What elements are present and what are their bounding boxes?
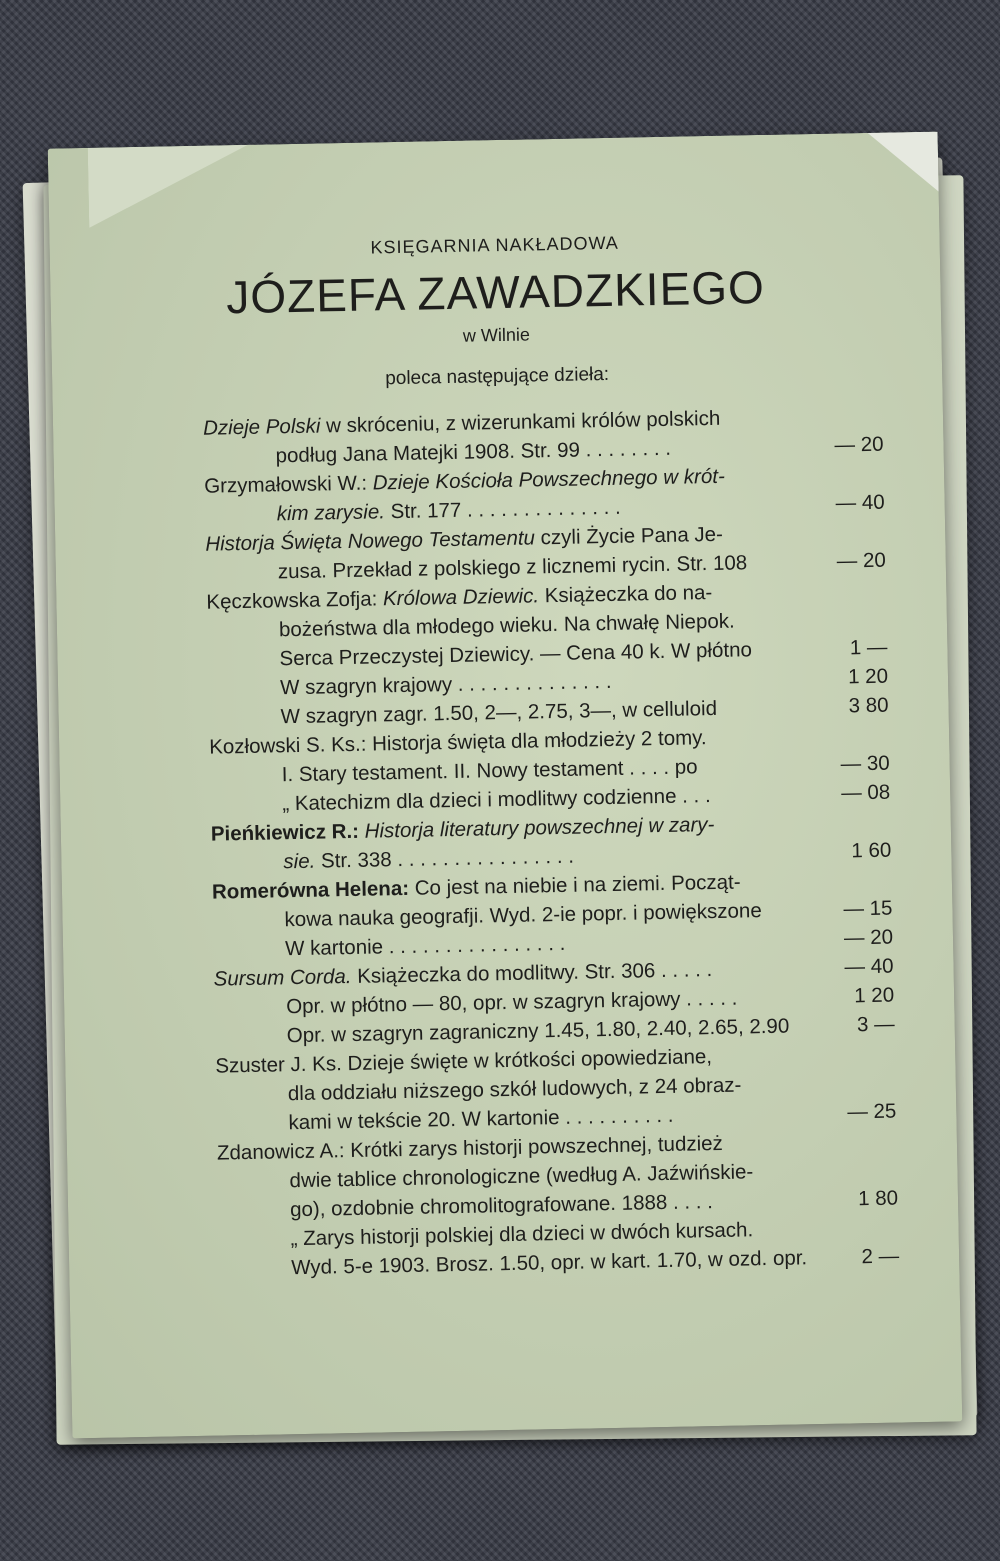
- catalog-text-segment: Sursum Corda.: [213, 964, 352, 991]
- catalog-text-segment: czyli Życie Pana Je-: [534, 522, 724, 550]
- catalog-price: 1 60: [851, 838, 892, 863]
- catalog-text-segment: W kartonie . . . . . . . . . . . . . . . .: [284, 931, 566, 961]
- catalog-text-segment: Dzieje Kościoła Powszechnego w krót-: [372, 464, 725, 495]
- catalog-text-segment: bożeństwa dla młodego wieku. Na chwałę Niepok.: [278, 609, 735, 642]
- catalog-text-segment: Grzymałowski W.:: [203, 471, 373, 498]
- catalog-text-segment: Romerówna Helena:: [211, 876, 410, 904]
- publisher-heading: KSIĘGARNIA NAKŁADOWA: [370, 232, 620, 258]
- catalog-text-segment: I. Stary testament. II. Nowy testament . . . . po: [281, 755, 698, 787]
- catalog-text-segment: Wyd. 5-e 1903. Brosz. 1.50, opr. w kart. 1.70, w ozd. opr.: [291, 1246, 808, 1280]
- catalog-text-segment: „ Zarys historji polskiej dla dzieci w dwóch kursach.: [290, 1218, 754, 1251]
- catalog-text-segment: w skróceniu, z wizerunkami królów polskich: [320, 406, 721, 438]
- catalog-text-segment: Książeczka do modlitwy. Str. 306 . . . . .: [351, 958, 713, 988]
- catalog-price: 1 20: [853, 983, 895, 1008]
- catalog-text-segment: kim zarysie.: [276, 500, 386, 526]
- catalog-price: — 20: [843, 925, 894, 950]
- catalog-page: [48, 132, 963, 1439]
- catalog-text-segment: dla oddziału niższego szkół ludowych, z 24 obraz-: [287, 1073, 742, 1106]
- catalog-text-segment: Serca Przeczystej Dziewicy. — Cena 40 k. W płótno: [279, 638, 753, 671]
- publisher-name: JÓZEFA ZAWADZKIEGO: [225, 260, 766, 324]
- catalog-price: — 20: [836, 548, 886, 573]
- catalog-price: — 40: [844, 954, 894, 979]
- intro-line: poleca następujące dzieła:: [385, 363, 610, 390]
- catalog-text-segment: sie.: [283, 849, 316, 874]
- catalog-text-segment: podług Jana Matejki 1908. Str. 99 . . . . . . . .: [275, 436, 672, 468]
- catalog-text-segment: kowa nauka geografji. Wyd. 2-ie popr. i powiększone: [284, 899, 762, 932]
- catalog-text-segment: Dzieje Polski: [202, 414, 321, 440]
- page-content: [48, 132, 963, 1439]
- catalog-text-segment: Szuster J. Ks. Dzieje święte w krótkości opowiedziane,: [215, 1045, 713, 1078]
- catalog-text-segment: Opr. w szagryn zagraniczny 1.45, 1.80, 2.40, 2.65, 2.90: [286, 1014, 790, 1048]
- catalog-text-segment: Historja literatury powszechnej w zary-: [364, 812, 715, 843]
- catalog-text-segment: W szagryn krajowy . . . . . . . . . . . . . .: [279, 669, 612, 700]
- catalog-text-segment: go), ozdobnie chromolitografowane. 1888 . . . .: [289, 1190, 714, 1222]
- catalog-price: — 25: [847, 1099, 897, 1124]
- catalog-price: 1 20: [847, 664, 889, 689]
- catalog-price: — 30: [840, 751, 890, 776]
- catalog-text-segment: Królowa Dziewic.: [382, 584, 540, 611]
- catalog-text-segment: Kęczkowska Zofja:: [206, 587, 384, 614]
- catalog-text-segment: W szagryn zagr. 1.50, 2—, 2.75, 3—, w celluloid: [280, 696, 718, 729]
- catalog-price: — 08: [840, 780, 891, 805]
- catalog-price: 3 80: [848, 693, 889, 718]
- catalog-price: — 20: [834, 432, 884, 457]
- catalog-text-segment: kami w tekście 20. W kartonie . . . . . . . . . .: [288, 1103, 674, 1135]
- catalog-text-segment: Kozłowski S. Ks.: Historja święta dla młodzieży 2 tomy.: [208, 726, 707, 759]
- catalog-text-segment: Pieńkiewicz R.:: [210, 819, 365, 846]
- catalog-text-segment: Str. 177 . . . . . . . . . . . . . .: [384, 495, 621, 524]
- catalog-price: — 15: [843, 896, 893, 921]
- catalog-text-segment: „ Katechizm dla dzieci i modlitwy codzienne . . .: [282, 784, 711, 816]
- catalog-price: 1 80: [857, 1186, 899, 1211]
- book-list: [202, 401, 900, 1284]
- catalog-price: 3 —: [856, 1012, 895, 1037]
- catalog-text-segment: Książeczka do na-: [538, 580, 713, 608]
- catalog-price: 2 —: [861, 1244, 900, 1269]
- catalog-text-segment: zusa. Przekład z polskiego z licznemi rycin. Str. 108: [277, 551, 748, 584]
- catalog-text-segment: Opr. w płótno — 80, opr. w szagryn krajowy . . . . .: [285, 986, 738, 1019]
- catalog-price: — 40: [835, 490, 885, 515]
- catalog-text-segment: Str. 338 . . . . . . . . . . . . . . . .: [315, 844, 575, 873]
- publisher-city: w Wilnie: [462, 324, 531, 346]
- catalog-text-segment: dwie tablice chronologiczne (według A. Jaźwińskie-: [289, 1160, 754, 1193]
- catalog-text-segment: Historja Święta Nowego Testamentu: [205, 526, 536, 556]
- catalog-text-segment: Zdanowicz A.: Krótki zarys historji powszechnej, tudzież: [216, 1131, 724, 1165]
- catalog-text-segment: Co jest na niebie i na ziemi. Począt-: [408, 870, 741, 900]
- catalog-price: 1 —: [849, 635, 888, 660]
